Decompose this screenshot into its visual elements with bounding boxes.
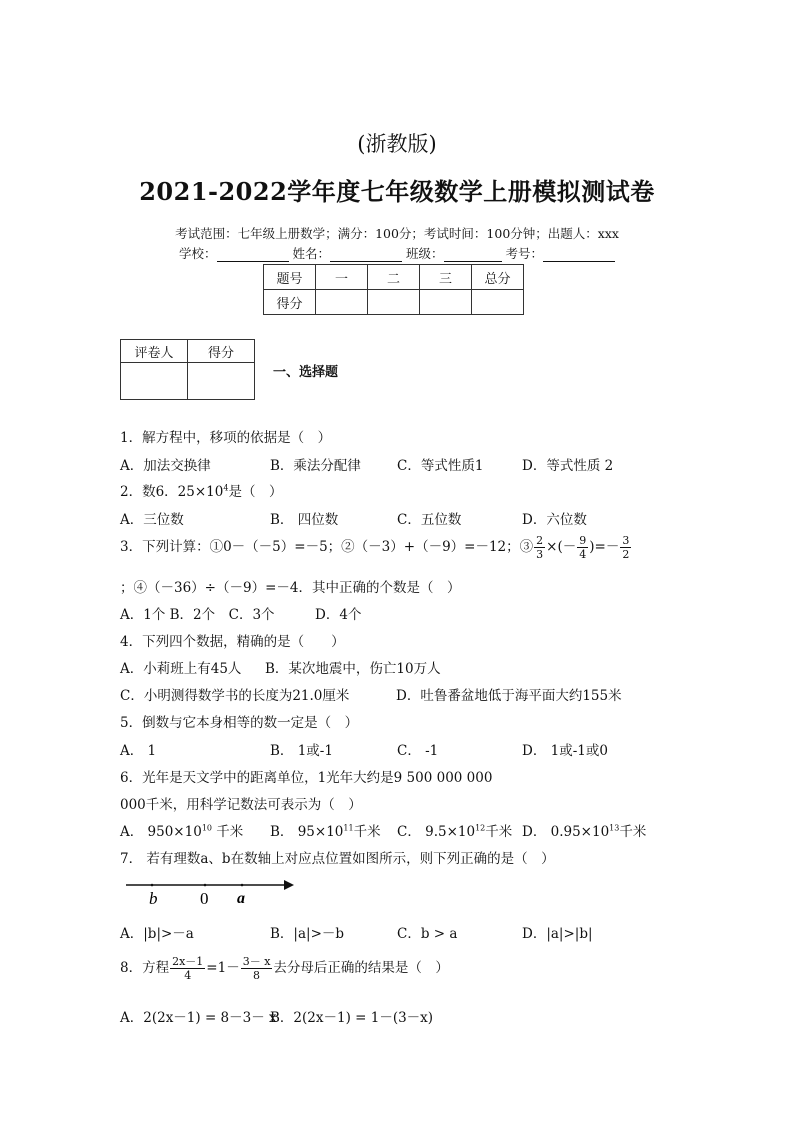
q6-option-a[interactable]: A． $950\times 10^{10}$ 千米 [120, 823, 244, 840]
q2-option-c[interactable]: C．五位数 [397, 512, 462, 528]
q5-option-c[interactable]: C． -1 [397, 743, 439, 759]
q2-exponent: 4 [223, 483, 229, 493]
q2-text-pre: 2．数6．25×10 [120, 484, 224, 500]
question-1: 1．解方程中，移项的依据是（ ） [120, 430, 332, 446]
q3-fraction-3: $\frac{3}{2}$ [622, 534, 630, 561]
grader-score-cell[interactable] [188, 363, 255, 400]
q7-option-a[interactable]: A．|b|>－a [120, 926, 194, 942]
q4-option-d[interactable]: D．吐鲁番盆地低于海平面大约155米 [396, 688, 622, 704]
section-heading: 一、选择题 [273, 365, 339, 380]
q2-option-d[interactable]: D．六位数 [522, 512, 587, 528]
name-blank[interactable] [330, 249, 402, 262]
q6-option-b[interactable]: B． $95\times 10^{11}$千米 [270, 823, 381, 840]
question-6-cont: 000千米，用科学记数法可表示为（ ） [120, 797, 362, 813]
question-8 [120, 955, 449, 982]
q2-option-b[interactable]: B． 四位数 [270, 512, 339, 528]
point-zero [204, 884, 207, 887]
score-header-cell: 题号 [264, 265, 316, 290]
grader-table [120, 339, 255, 400]
school-label: 学校： [178, 246, 217, 261]
q2-text-post: 是（ ） [228, 484, 283, 500]
grader-score-header: 得分 [188, 340, 255, 363]
q3-fraction-1: $\frac{2}{3}$ [536, 534, 544, 561]
q4-option-a[interactable]: A．小莉班上有45人 [120, 661, 242, 677]
q5-option-b[interactable]: B． 1或-1 [270, 743, 333, 759]
arrow-icon [284, 880, 294, 890]
q8-fraction-1: $\frac{2x-1}{4}$ [172, 955, 204, 982]
q5-option-a[interactable]: A． 1 [120, 743, 157, 759]
q3-mid: ×(－ [546, 539, 577, 555]
score-cell[interactable] [316, 290, 368, 315]
score-table [263, 264, 524, 315]
grader-header: 评卷人 [121, 340, 188, 363]
q8-text-pre: 8．方程 [120, 960, 170, 976]
exam-edition: (浙教版) [357, 132, 437, 156]
point-b [151, 884, 154, 887]
q3-fraction-2: $\frac{9}{4}$ [579, 534, 587, 561]
question-3-cont: ；④（－36）÷（－9）=－4．其中正确的个数是（ ） [120, 580, 461, 596]
class-blank[interactable] [444, 249, 502, 262]
exam-title: 2021-2022学年度七年级数学上册模拟测试卷 [139, 177, 655, 206]
id-blank[interactable] [543, 249, 615, 262]
question-6: 6．光年是天文学中的距离单位，1光年大约是9 500 000 000 [120, 770, 493, 786]
name-label: 姓名： [292, 246, 330, 261]
q8-fraction-2: $\frac{3- x}{8}$ [242, 955, 271, 982]
label-zero: 0 [200, 889, 209, 908]
q7-option-b[interactable]: B．|a|>－b [270, 926, 345, 942]
q7-option-c[interactable]: C．b > a [397, 926, 458, 942]
q7-option-d[interactable]: D．|a|>|b| [522, 926, 593, 942]
q1-option-d[interactable]: D．等式性质 2 [522, 458, 614, 474]
school-blank[interactable] [217, 249, 289, 262]
score-cell[interactable] [368, 290, 420, 315]
q3-mid-2: )=－ [589, 539, 620, 555]
score-cell[interactable] [420, 290, 472, 315]
q6-option-d[interactable]: D． $0.95\times 10^{13}$千米 [522, 823, 647, 840]
score-header-cell: 二 [368, 265, 420, 290]
score-row-label: 得分 [264, 290, 316, 315]
q4-option-c[interactable]: C．小明测得数学书的长度为21.0厘米 [120, 688, 350, 704]
id-label: 考号： [505, 246, 543, 261]
q8-option-b[interactable]: B．2(2x－1) = 1－(3－x) [270, 1010, 434, 1026]
q3-options[interactable]: A．1个 B．2个 C．3个 D．4个 [120, 607, 362, 623]
exam-info: 考试范围：七年级上册数学；满分：100分；考试时间：100分钟；出题人：xxx [175, 226, 619, 241]
score-cell[interactable] [472, 290, 524, 315]
score-header-cell: 三 [420, 265, 472, 290]
point-a [241, 884, 244, 887]
q2-option-a[interactable]: A．三位数 [120, 512, 184, 528]
q1-option-a[interactable]: A．加法交换律 [120, 458, 211, 474]
number-line-figure [124, 876, 304, 908]
grader-cell[interactable] [121, 363, 188, 400]
q4-option-b[interactable]: B．某次地震中，伤亡10万人 [265, 661, 441, 677]
score-header-cell: 一 [316, 265, 368, 290]
question-7: 7． 若有理数a、b在数轴上对应点位置如图所示，则下列正确的是（ ） [120, 851, 555, 867]
q3-text-1: 3．下列计算：①0－（－5）=－5；②（－3）+（－9）=－12；③ [120, 539, 534, 555]
q6-option-c[interactable]: C． $9.5\times 10^{12}$千米 [397, 823, 513, 840]
student-info-line [0, 244, 794, 262]
question-2 [120, 480, 282, 500]
q1-option-c[interactable]: C．等式性质1 [397, 458, 484, 474]
q8-option-a[interactable]: A．2(2x－1) = 8－3－ x [120, 1010, 277, 1026]
q5-option-d[interactable]: D． 1或-1或0 [522, 743, 608, 759]
question-5: 5．倒数与它本身相等的数一定是（ ） [120, 715, 359, 731]
label-a: a [237, 890, 245, 907]
question-4: 4．下列四个数据，精确的是（ ） [120, 634, 345, 650]
question-3 [120, 534, 632, 561]
label-b: b [149, 889, 158, 908]
class-label: 班级： [405, 246, 444, 261]
q1-option-b[interactable]: B．乘法分配律 [270, 458, 361, 474]
q8-text-post: 去分母后正确的结果是（ ） [273, 960, 449, 976]
q8-mid: =1－ [206, 960, 240, 976]
score-header-cell: 总分 [472, 265, 524, 290]
